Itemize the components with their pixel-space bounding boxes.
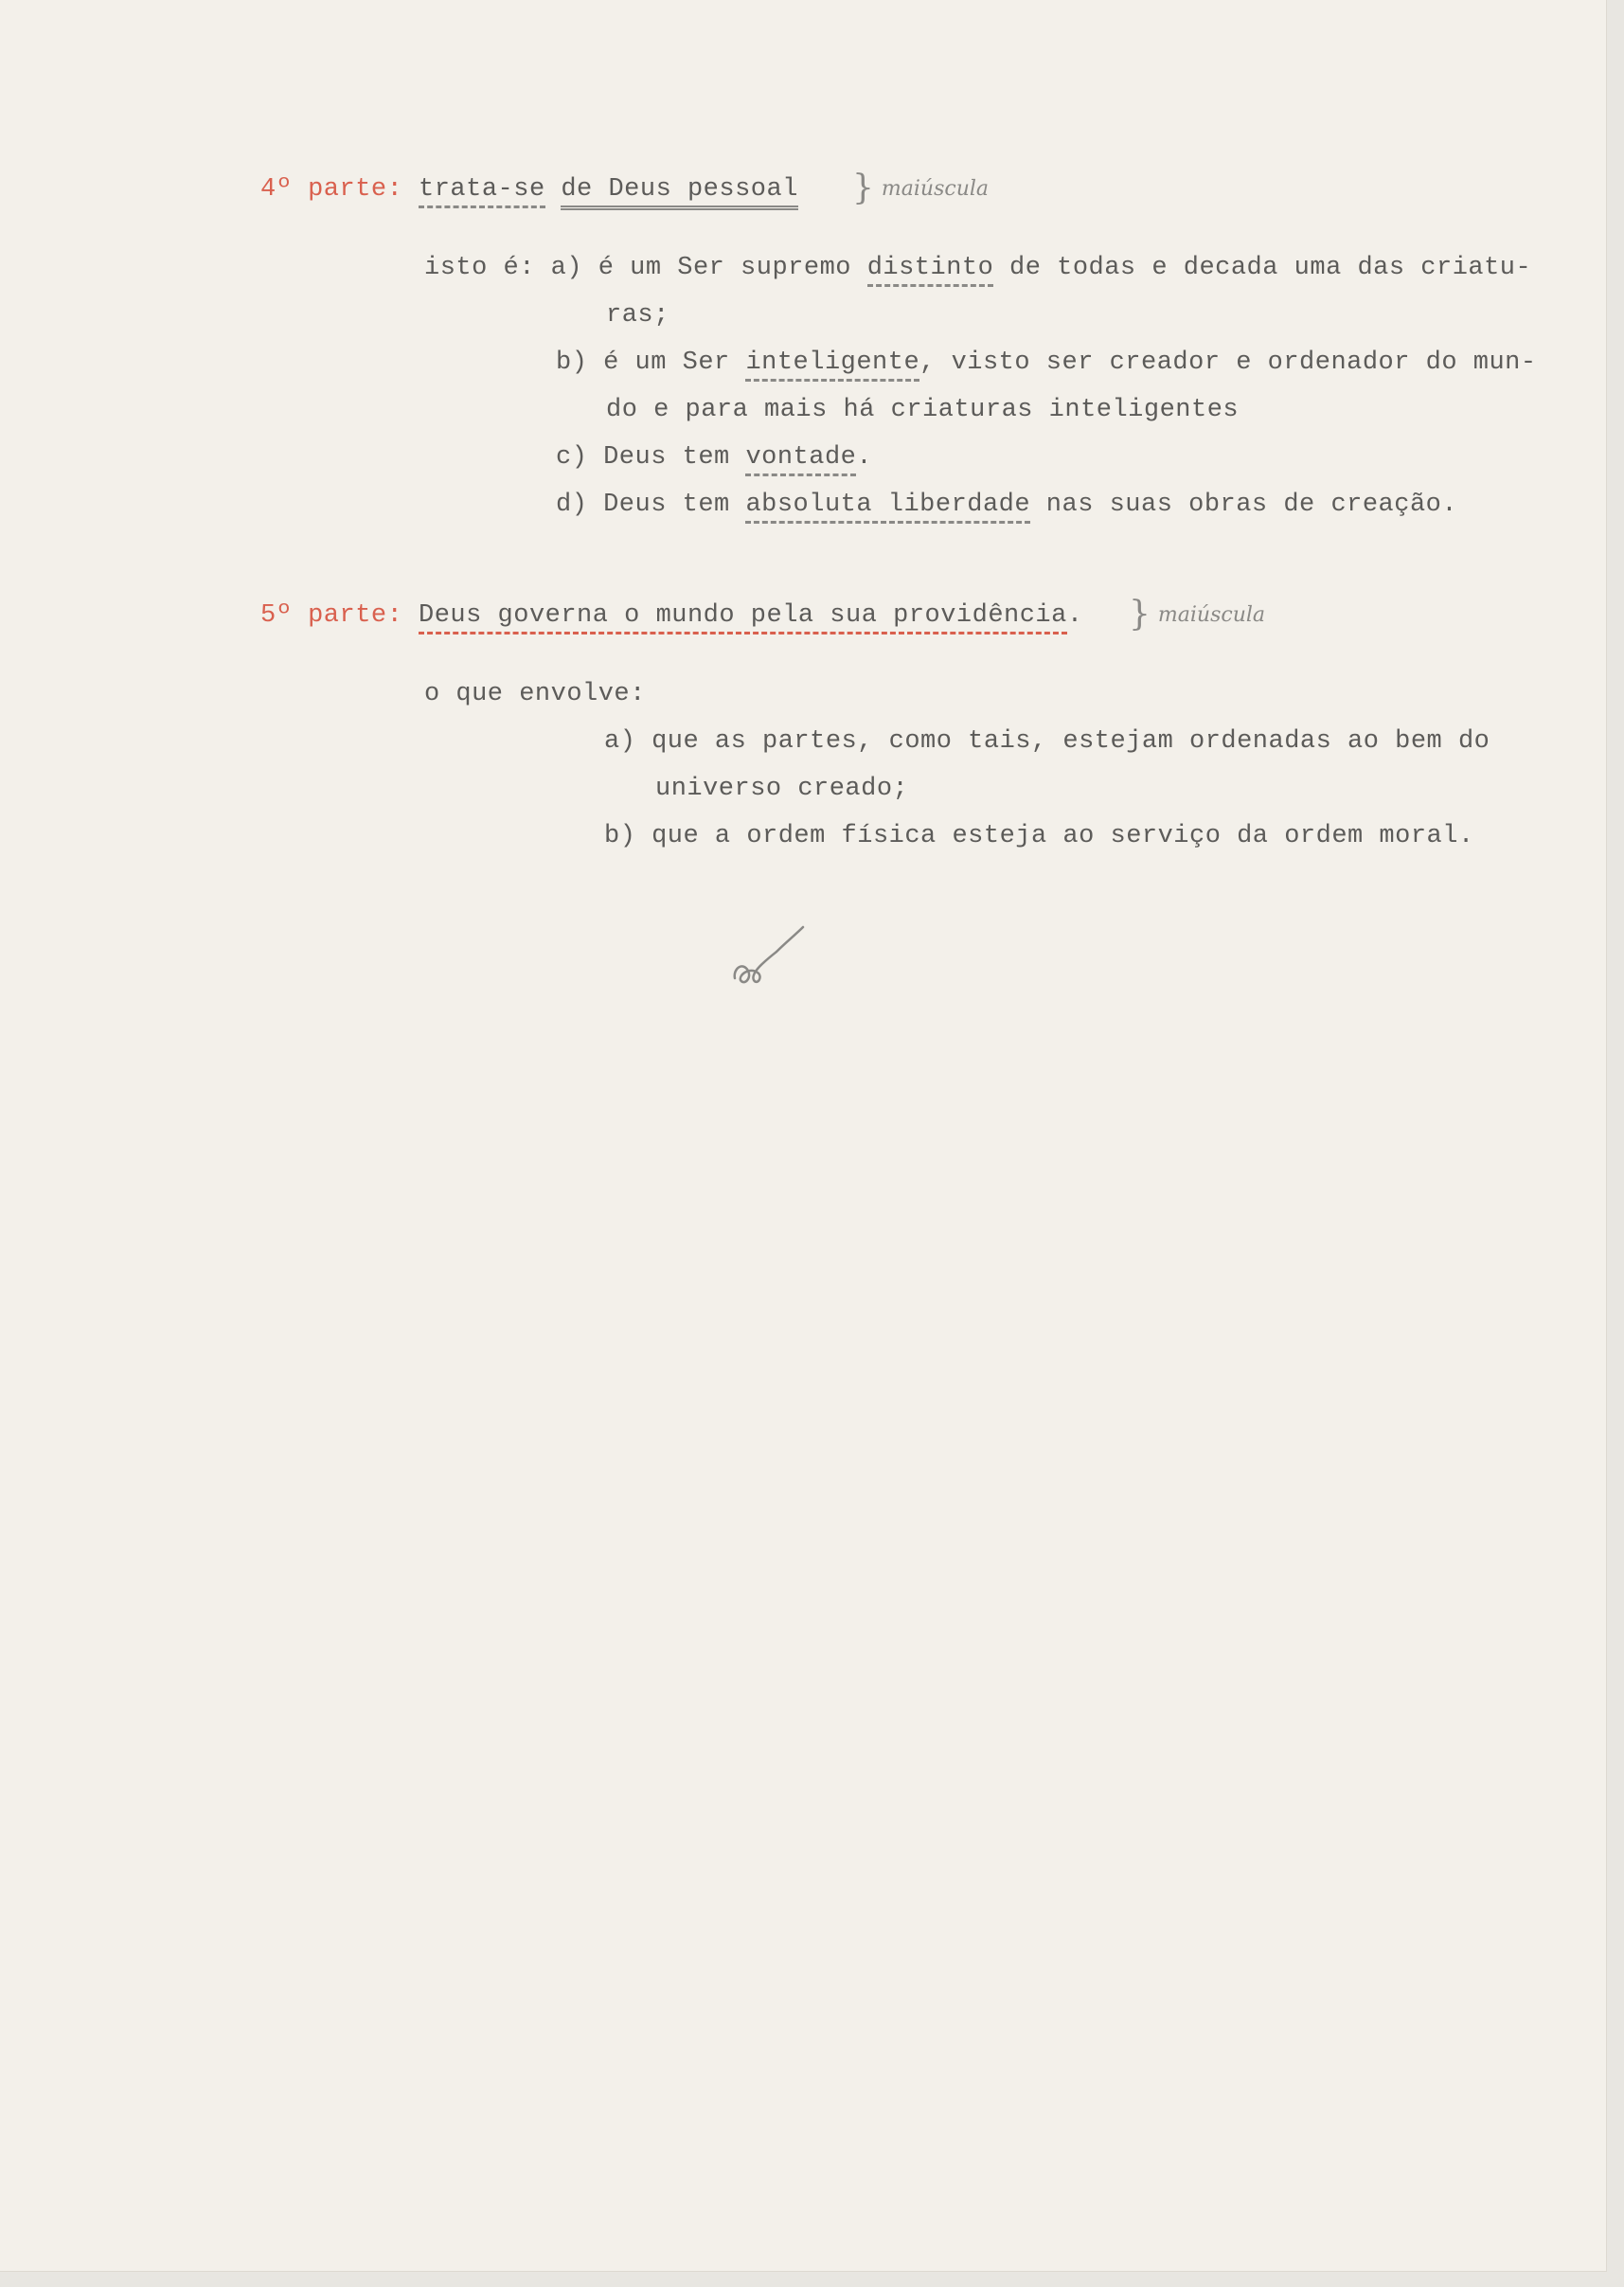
key-term: absoluta liberdade [745,491,1030,524]
key-term: inteligente [745,348,919,382]
key-term: vontade [745,443,856,476]
part5-title: Deus governa o mundo pela sua providência [419,601,1067,634]
item-marker: c) [556,443,588,472]
item-marker: a) [604,727,636,756]
item-marker: b) [556,348,588,377]
part5-heading: 5º parte: Deus governa o mundo pela sua providência. [260,601,1083,630]
part4-item-b-line1: b) é um Ser inteligente, visto ser creador e ordenador do mun- [556,348,1537,377]
part5-intro: o que envolve: [424,680,646,708]
part4-item-a-line2: ras; [606,301,669,330]
part5-item-b: b) que a ordem física esteja ao serviço da ordem moral. [604,822,1474,850]
part4-label: 4º parte: [260,175,403,204]
key-term: distinto [867,254,994,287]
part4-item-c: c) Deus tem vontade. [556,443,872,472]
part4-item-b-line2: do e para mais há criaturas inteligentes [606,396,1240,424]
part4-title-2: de Deus pessoal [561,175,798,210]
part4-item-d: d) Deus tem absoluta liberdade nas suas obras de creação. [556,491,1457,519]
part4-margin-note: } maiúscula [852,169,990,207]
part5-item-a-line1: a) que as partes, como tais, estejam ordenadas ao bem do [604,727,1490,756]
brace-mark: } [1129,595,1151,634]
item-marker: d) [556,491,588,519]
item-marker: b) [604,822,636,850]
part5-margin-note: } maiúscula [1129,595,1266,634]
brace-mark: } [852,169,874,207]
item-marker: a) [550,254,583,282]
handwritten-check-mark [729,923,814,999]
part4-intro: isto é: [424,254,535,282]
part5-item-a-line2: universo creado; [655,775,909,803]
part5-label: 5º parte: [260,601,403,630]
part4-title-1: trata-se [419,175,545,208]
part4-item-a-line1: isto é: a) é um Ser supremo distinto de todas e decada uma das criatu- [424,254,1531,282]
part4-heading [260,175,798,204]
